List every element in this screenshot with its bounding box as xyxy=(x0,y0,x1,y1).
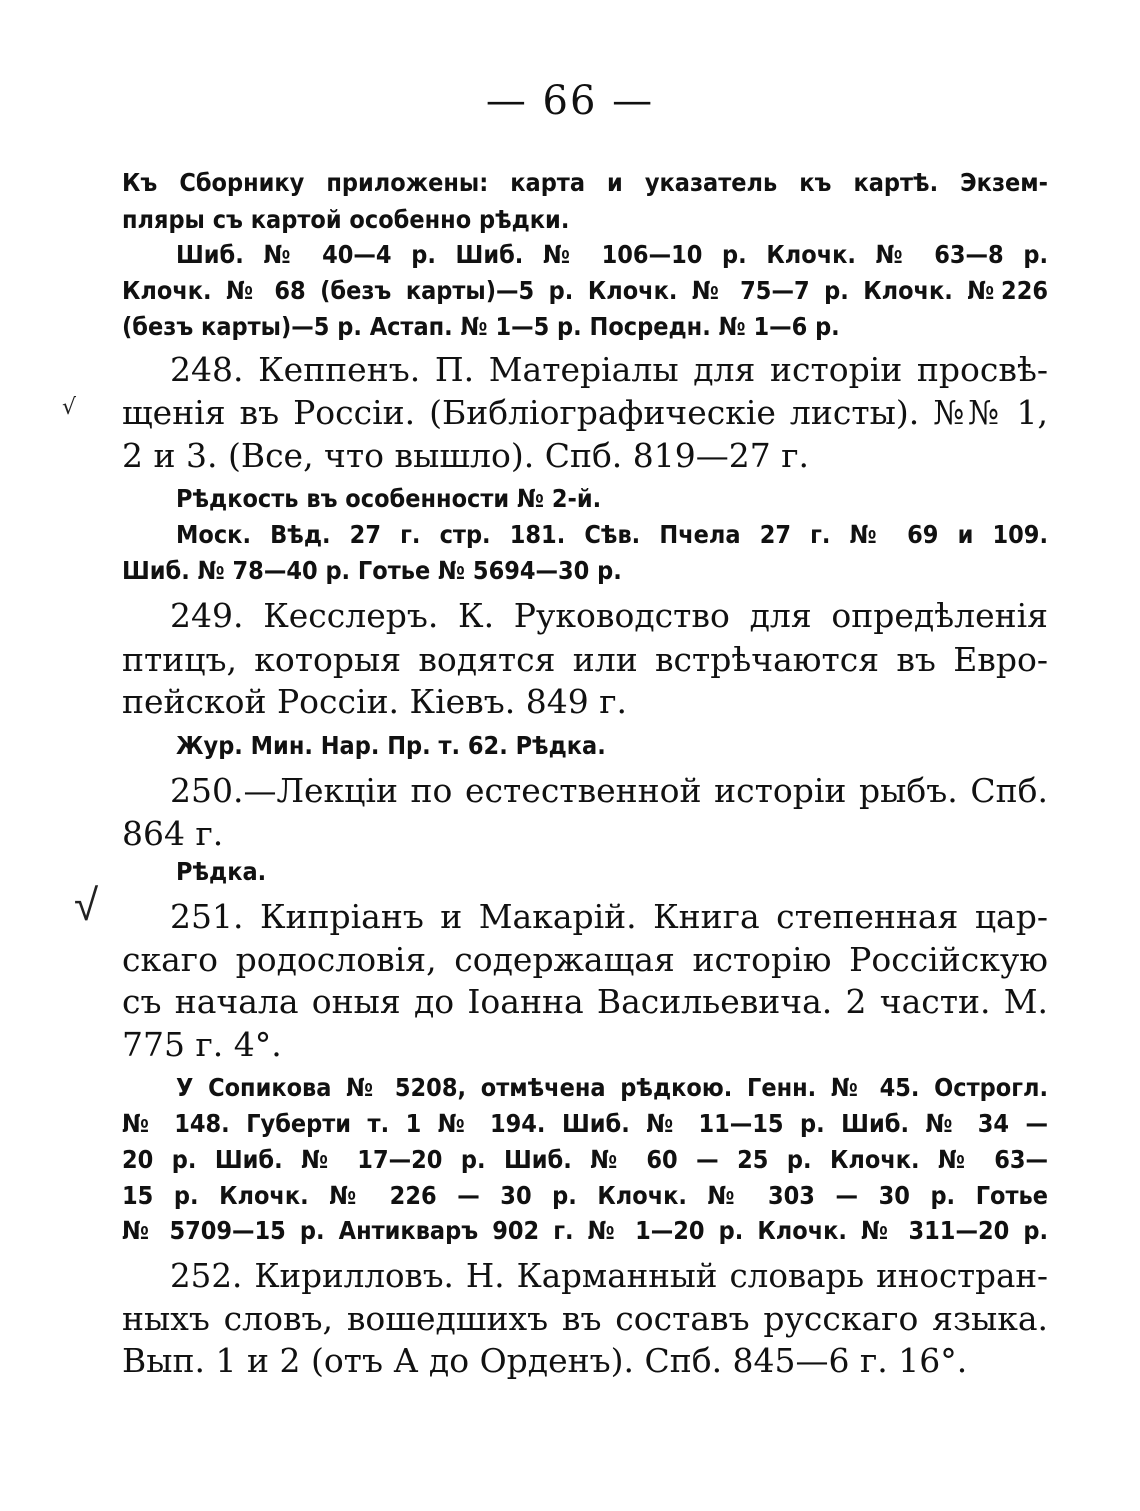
note-line: № 148. Губерти т. 1 № 194. Шиб. № 11—15 р. Шиб. № 34 — xyxy=(122,1109,1048,1138)
note-line: Моск. Вѣд. 27 г. стр. 181. Сѣв. Пчела 27 г. № 69 и 109. xyxy=(176,520,1048,549)
note-line: Рѣдка. xyxy=(176,857,267,886)
entry-252-line: Вып. 1 и 2 (отъ А до Орденъ). Спб. 845—6 г. 16°. xyxy=(122,1341,968,1380)
text-line: Клочк. № 68 (безъ карты)—5 р. Клочк. № 75—7 р. Клочк. №226 xyxy=(122,276,1048,305)
text-line: (безъ карты)—5 р. Астап. № 1—5 р. Посредн. № 1—6 р. xyxy=(122,312,840,341)
note-line: У Сопикова № 5208, отмѣчена рѣдкою. Генн. № 45. Острогл. xyxy=(176,1073,1048,1102)
check-mark-icon: √ xyxy=(62,395,77,420)
check-mark-icon: √ xyxy=(74,880,99,931)
text-line: Шиб. № 40—4 р. Шиб. № 106—10 р. Клочк. № 63—8 р. xyxy=(176,240,1048,269)
note-line: 15 р. Клочк. № 226 — 30 р. Клочк. № 303 — 30 р. Готье xyxy=(122,1181,1048,1210)
entry-248-line: 248. Кеппенъ. П. Матеріалы для исторіи просвѣ- xyxy=(170,350,1048,389)
entry-252-line: ныхъ словъ, вошедшихъ въ составъ русскаго языка. xyxy=(122,1299,1048,1338)
note-line: 20 р. Шиб. № 17—20 р. Шиб. № 60 — 25 р. Клочк. № 63— xyxy=(122,1145,1048,1174)
entry-250-line: 250.—Лекціи по естественной исторіи рыбъ. Спб. xyxy=(170,771,1048,810)
entry-249-line: 249. Кесслеръ. К. Руководство для опредѣленія xyxy=(170,596,1048,635)
entry-251-line: 251. Кипріанъ и Макарій. Книга степенная цар- xyxy=(170,897,1048,936)
note-line: № 5709—15 р. Антикваръ 902 г. № 1—20 р. Клочк. № 311—20 р. xyxy=(122,1216,1048,1245)
text-line: Къ Сборнику приложены: карта и указатель къ картѣ. Экзем- xyxy=(122,168,1048,197)
entry-251-line: съ начала оныя до Іоанна Васильевича. 2 части. М. xyxy=(122,982,1048,1021)
note-line: Жур. Мин. Нар. Пр. т. 62. Рѣдка. xyxy=(176,731,606,760)
note-line: Шиб. № 78—40 р. Готье № 5694—30 р. xyxy=(122,556,622,585)
entry-249-line: пейской Россіи. Кіевъ. 849 г. xyxy=(122,682,627,721)
entry-248-line: щенія въ Россіи. (Библіографическіе листы). №№ 1, xyxy=(122,393,1048,432)
note-line: Рѣдкость въ особенности № 2-й. xyxy=(176,484,602,513)
entry-249-line: птицъ, которыя водятся или встрѣчаются въ Евро- xyxy=(122,640,1048,679)
entry-252-line: 252. Кирилловъ. Н. Карманный словарь иностран- xyxy=(170,1257,1048,1295)
text-line: пляры съ картой особенно рѣдки. xyxy=(122,205,570,234)
page-number: — 66 — xyxy=(485,78,655,124)
entry-248-line: 2 и 3. (Все, что вышло). Спб. 819—27 г. xyxy=(122,436,810,475)
entry-251-line: 775 г. 4°. xyxy=(122,1025,282,1064)
entry-251-line: скаго родословія, содержащая исторію Россійскую xyxy=(122,940,1048,979)
entry-250-line: 864 г. xyxy=(122,814,224,853)
